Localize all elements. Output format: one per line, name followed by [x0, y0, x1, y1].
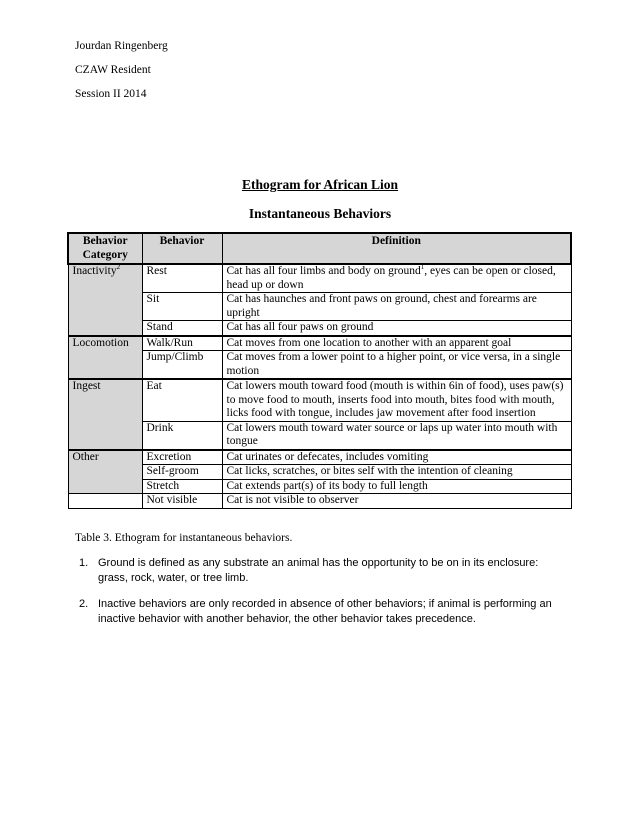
- definition-cell: Cat urinates or defecates, includes vomiting: [222, 450, 571, 465]
- definition-cell: Cat moves from one location to another with an apparent goal: [222, 336, 571, 351]
- table-row: [68, 336, 571, 351]
- category-inactivity: Inactivity$^2$: [68, 264, 142, 336]
- header-behavior: Behavior: [142, 233, 222, 264]
- table-row: [68, 494, 571, 509]
- definition-cell: Cat has all four paws on ground: [222, 321, 571, 336]
- behavior-cell: Drink: [142, 421, 222, 450]
- table-row: [68, 479, 571, 494]
- definition-cell: Cat extends part(s) of its body to full length: [222, 479, 571, 494]
- behavior-cell: Rest: [142, 264, 222, 293]
- table-row: [68, 379, 571, 421]
- table-row: [68, 421, 571, 450]
- table-row: [68, 321, 571, 336]
- category-other: Other: [68, 450, 142, 494]
- behavior-cell: Self-groom: [142, 465, 222, 480]
- footnote-item: [75, 556, 555, 586]
- definition-cell: Cat has haunches and front paws on ground, chest and forearms are upright: [222, 293, 571, 321]
- behavior-cell: Eat: [142, 379, 222, 421]
- definition-cell: Cat is not visible to observer: [222, 494, 571, 509]
- behavior-cell: Excretion: [142, 450, 222, 465]
- session-label: Session II 2014: [75, 88, 147, 100]
- header-behavior-category: Behavior Category: [68, 233, 142, 264]
- behavior-cell: Jump/Climb: [142, 351, 222, 380]
- footnote-number: 1.: [79, 557, 89, 569]
- table-row: [68, 264, 571, 293]
- behavior-cell: Stretch: [142, 479, 222, 494]
- behavior-cell: Stand: [142, 321, 222, 336]
- header-definition: Definition: [222, 233, 571, 264]
- behavior-cell: Walk/Run: [142, 336, 222, 351]
- table-header-row: [68, 233, 571, 264]
- author-organization: CZAW Resident: [75, 64, 151, 76]
- footnote-text: Inactive behaviors are only recorded in absence of other behaviors; if animal is performing an inactive behavior with another behavior, the other behavior takes precedence.: [98, 598, 552, 625]
- ethogram-table: [67, 232, 572, 509]
- definition-cell: Cat lowers mouth toward food (mouth is within 6in of food), uses paw(s) to move food to mouth, inserts food into mouth, bites food with mouth, licks food with tongue, includes jaw movement after food insertion: [222, 379, 571, 421]
- table-row: [68, 450, 571, 465]
- table-row: [68, 465, 571, 480]
- definition-cell: Cat licks, scratches, or bites self with the intention of cleaning: [222, 465, 571, 480]
- footnote-item: [75, 597, 555, 627]
- behavior-cell: Not visible: [142, 494, 222, 509]
- author-name: Jourdan Ringenberg: [75, 40, 168, 52]
- document-title: Ethogram for African Lion: [241, 177, 399, 192]
- definition-cell: Cat has all four limbs and body on ground$^1$, eyes can be open or closed, head up or down: [222, 264, 571, 293]
- document-subtitle: Instantaneous Behaviors: [248, 206, 392, 221]
- table-caption: Table 3. Ethogram for instantaneous behaviors.: [75, 532, 293, 544]
- footnote-text: Ground is defined as any substrate an animal has the opportunity to be on in its enclosure: grass, rock, water, or tree limb.: [98, 557, 539, 584]
- behavior-cell: Sit: [142, 293, 222, 321]
- footnote-number: 2.: [79, 598, 89, 610]
- category-locomotion: Locomotion: [68, 336, 142, 380]
- footnotes-list: [75, 556, 555, 638]
- category-ingest: Ingest: [68, 379, 142, 450]
- table-row: [68, 293, 571, 321]
- definition-cell: Cat lowers mouth toward water source or laps up water into mouth with tongue: [222, 421, 571, 450]
- table-row: [68, 351, 571, 380]
- empty-category-cell: [68, 494, 142, 509]
- definition-cell: Cat moves from a lower point to a higher point, or vice versa, in a single motion: [222, 351, 571, 380]
